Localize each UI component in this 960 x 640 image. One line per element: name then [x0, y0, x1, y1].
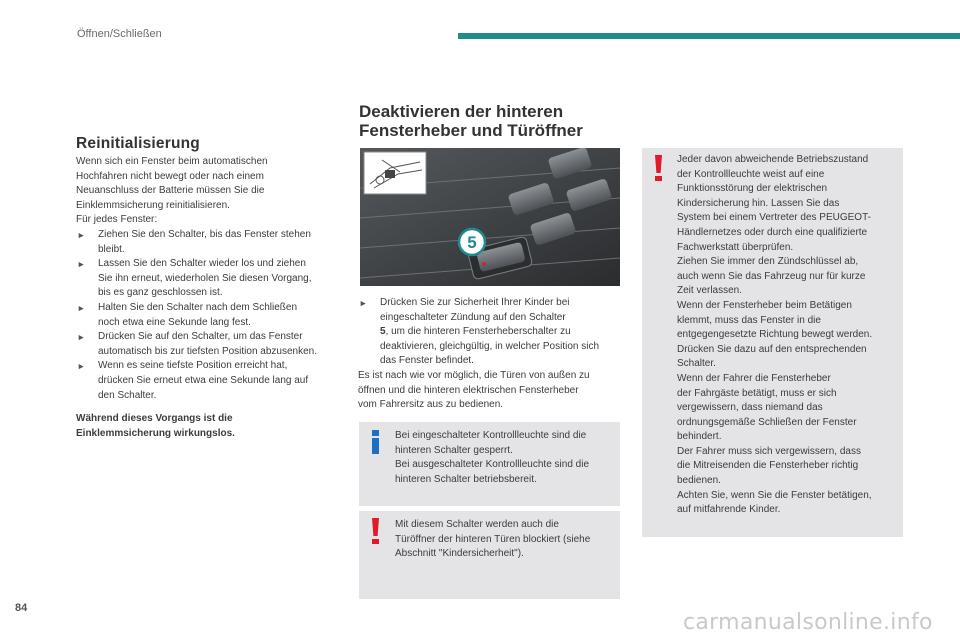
bullet-icon: ► — [77, 361, 86, 372]
intro-line: Für jedes Fenster: — [76, 214, 158, 226]
bullet-icon: ► — [359, 298, 368, 308]
warning-line: Kindersicherung hin. Lassen Sie das — [677, 197, 840, 209]
warning-line: behindert. — [677, 431, 722, 443]
list-item: ► Drücken Sie zur Sicherheit Ihrer Kinder bei eingeschalteter Zündung auf den Schalter 5, um die hinteren Fensterheberschalter zu deaktivieren, gleichgültig, in welcher Position sich das Fenster befindet. — [359, 297, 600, 367]
warning-line: System bei einem Vertreter des PEUGEOT- — [677, 212, 871, 224]
warning-line: Jeder davon abweichende Betriebszustand — [677, 154, 869, 165]
warning-line: Achten Sie, wenn Sie die Fenster betätigen, — [677, 489, 872, 501]
warning-line: Zeit verlassen. — [677, 285, 743, 297]
door-switch-illustration — [360, 148, 620, 286]
bullet-icon: ► — [77, 332, 86, 343]
warning-icon — [653, 155, 664, 181]
warning-line: die Mitreisenden die Fensterheber richtig — [677, 460, 859, 472]
intro-line: Wenn sich ein Fenster beim automatischen — [76, 156, 268, 167]
deactivate-text — [358, 296, 624, 413]
warning-box-door: Mit diesem Schalter werden auch die Türöffner der hinteren Türen blockiert (siehe Abschnitt "Kindersicherheit"). — [359, 511, 620, 599]
reinit-text — [76, 155, 346, 403]
list-item: ► Ziehen Sie den Schalter, bis das Fenster stehen bleibt. — [77, 228, 311, 255]
warning-line: der Kontrollleuchte weist auf eine — [677, 168, 825, 180]
warning-box-side — [642, 148, 903, 537]
warning-line: auch wenn Sie das Fahrzeug nur für kurze — [677, 270, 866, 282]
watermark: carmanualsonline.info — [683, 610, 933, 635]
deactivate-paragraph: Es ist nach wie vor möglich, die Türen von außen zu öffnen und die hinteren elektrischen Fensterheber vom Fahrersitz aus zu bedienen. — [358, 369, 590, 411]
warning-icon — [370, 518, 381, 544]
list-item: ► Wenn es seine tiefste Position erreicht hat, drücken Sie erneut etwa eine Sekunde lang auf den Schalter. — [77, 360, 309, 401]
warning-line: Funktionsstörung der elektrischen — [677, 183, 828, 195]
header-accent-bar — [458, 33, 960, 39]
reinit-steps — [76, 228, 346, 403]
bullet-icon: ► — [77, 259, 86, 270]
bullet-icon: ► — [77, 302, 86, 313]
intro-line: Hochfahren nicht bewegt oder nach einem — [76, 170, 264, 182]
warning-line: vergewissern, dass niemand das — [677, 402, 823, 414]
warning-line: Händlernetzes oder durch eine qualifizierte — [677, 226, 868, 238]
warning-line: bedienen. — [677, 475, 721, 487]
list-item: ► Halten Sie den Schalter nach dem Schließen noch etwa eine Sekunde lang fest. — [77, 301, 298, 328]
page-number: 84 — [15, 602, 28, 614]
callout-number: 5 — [467, 233, 477, 252]
info-icon — [371, 430, 380, 454]
warning-line: Der Fahrer muss sich vergewissern, dass — [677, 445, 861, 457]
heading-deaktivieren: Deaktivieren der hinteren Fensterheber und Türöffner — [359, 102, 583, 140]
warning-line: ordnungsgemäße Schließen der Fenster — [677, 416, 857, 428]
warning-line: Wenn der Fahrer die Fensterheber — [677, 372, 831, 384]
warning-line: Drücken Sie dazu auf den entsprechenden — [677, 343, 867, 355]
warning-line: klemmt, muss das Fenster in die — [677, 314, 821, 326]
warning-line: Schalter. — [677, 358, 716, 370]
warning-line: Fachwerkstatt überprüfen. — [677, 241, 794, 253]
reinit-warning: Während dieses Vorgangs ist die Einklemmsicherung wirkungslos. — [76, 413, 235, 439]
list-item: ► Drücken Sie auf den Schalter, um das Fenster automatisch bis zur tiefsten Position abzusenken. — [77, 331, 318, 357]
warning-line: entgegengesetzte Richtung bewegt werden. — [677, 329, 873, 341]
warning-line: Wenn der Fensterheber beim Betätigen — [677, 299, 852, 311]
info-box: Bei eingeschalteter Kontrollleuchte sind die hinteren Schalter gesperrt. Bei ausgeschalteter Kontrollleuchte sind die hinteren Schalter betriebsbereit. — [359, 422, 620, 506]
switch-photo — [360, 148, 620, 286]
warning-line: der Fahrgäste betätigt, muss er sich — [677, 387, 837, 399]
heading-reinitialisierung: Reinitialisierung — [76, 135, 200, 152]
warning-line: auf mitfahrende Kinder. — [677, 504, 781, 516]
intro-line: Einklemmsicherung reinitialisieren. — [76, 199, 230, 211]
bullet-icon: ► — [77, 229, 86, 240]
section-label: Öffnen/Schließen — [77, 28, 162, 40]
list-item: ► Lassen Sie den Schalter wieder los und ziehen Sie ihn erneut, wiederholen Sie diesen Vorgang, bis es ganz geschlossen ist. — [77, 258, 312, 299]
warning-line: Ziehen Sie immer den Zündschlüssel ab, — [677, 256, 859, 268]
intro-line: Neuanschluss der Batterie müssen Sie die — [76, 185, 265, 197]
